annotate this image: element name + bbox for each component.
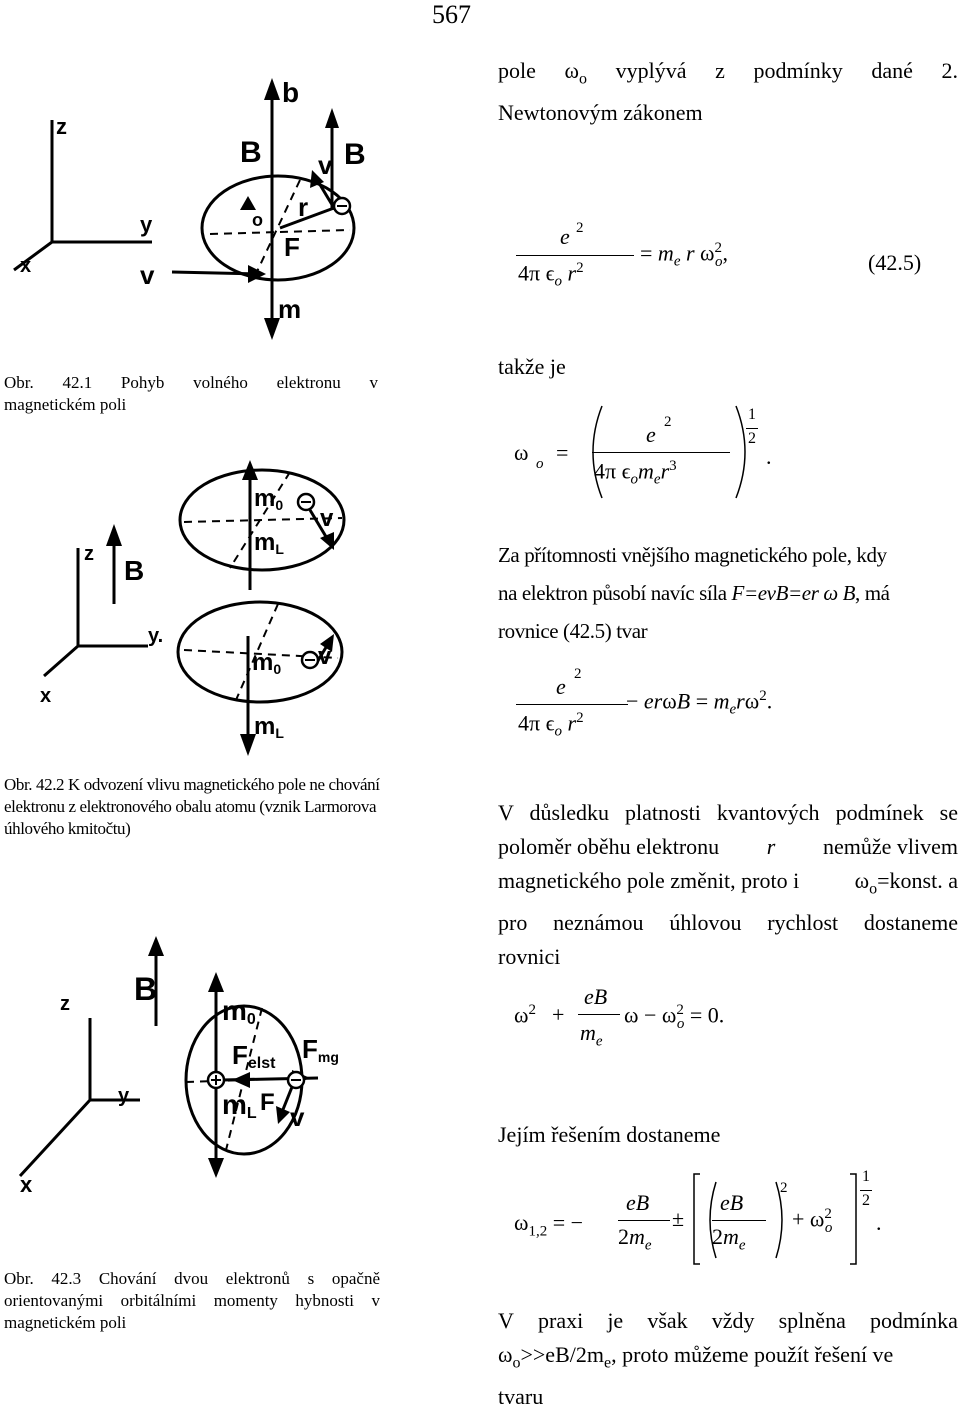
fig1-label-m: m: [278, 294, 302, 324]
paragraph-4: V praxi je však vždy splněna podmínka $\omega_o>>eB/2m_e$, proto můžeme použít řešení ve tvaru: [498, 1308, 958, 1410]
paragraph-2-line-2: na elektron působí navíc síla F=evB=er ω B, má: [498, 581, 890, 605]
equation-quadratic: $\omega^2$ + eB $m_e$ $\omega - \omega^2_o = 0$.: [514, 984, 725, 1050]
equation-solution: $\omega_{1,2}$ = − eB $2m_e$ ± eB $2m_e$ 2 + $\omega^2_o$ 1 2 .: [510, 1166, 890, 1276]
paragraph-2-line-3: rovnice (42.5) tvar: [498, 619, 648, 643]
fig2-label-m0-lower: m0: [252, 649, 282, 677]
fig3-label-Fmg: Fmg: [302, 1034, 339, 1065]
fig3-label-F: F: [260, 1089, 275, 1116]
fig1-label-v-bottom: v: [140, 260, 155, 290]
figure-42-1: [0, 60, 400, 360]
fig2-label-z: z: [84, 543, 94, 565]
text-jejim-resenim: Jejím řešením dostaneme: [498, 1122, 721, 1147]
fig1-label-y: y: [140, 212, 153, 237]
fig3-label-Felst: Felst: [232, 1040, 276, 1072]
paragraph-1-line-2: Newtonovým zákonem: [498, 100, 703, 126]
equation-42-5: e 2 4π $\epsilon_o$ $r^2$ = $m_e$ r $\omega^2_o$,: [518, 220, 729, 290]
fig3-label-x: x: [20, 1172, 33, 1197]
equation-magnetic: e 2 4π $\epsilon_o$ $r^2$ − $er\omega B = m_er\omega^2$.: [518, 666, 773, 740]
fig1-label-r: r: [298, 192, 309, 222]
paragraph-2-line-1: Za přítomnosti vnějšího magnetického pole, kdy: [498, 543, 887, 567]
figure-42-2: [0, 450, 400, 770]
fig3-label-y: y: [118, 1085, 130, 1107]
fig2-label-x: x: [40, 685, 52, 707]
caption-fig-42-1: Obr. 42.1 Pohyb volného elektronu v magnetickém poli: [4, 373, 378, 414]
fig2-label-mL-upper: mL: [254, 529, 284, 557]
fig1-label-x: x: [20, 255, 32, 277]
fig2-label-mL-lower: mL: [254, 713, 284, 741]
fig3-label-m0: m0: [222, 995, 256, 1028]
equation-number: (42.5): [868, 250, 922, 275]
paragraph-1: [498, 54, 958, 130]
fig1-label-b: b: [282, 77, 300, 108]
fig1-label-v-top: v: [318, 150, 333, 180]
paragraph-1-line-1: pole $\omega_o$ vyplývá z podmínky dané 2.: [498, 58, 958, 88]
fig2-label-y: y.: [148, 625, 164, 647]
fig1-label-F: F: [284, 232, 300, 262]
fig1-label-B-left: B: [240, 136, 262, 169]
fig2-label-m0-upper: m0: [254, 485, 284, 513]
page-number: 567: [432, 0, 471, 29]
figure-42-3: [0, 940, 400, 1240]
fig1-label-o: o: [252, 210, 263, 230]
fig3-label-v: v: [290, 1102, 305, 1132]
caption-fig-42-2: Obr. 42.2 K odvození vlivu magnetického pole ne chování elektronu z elektronového obalu atomu (vznik Larmorova úhlového kmitočtu): [4, 775, 380, 838]
fig2-label-v-upper: v: [320, 505, 334, 532]
equation-omega-o: ω o = e 2 4π $\epsilon_om_er^3$ 1 2 .: [510, 400, 810, 510]
fig2-label-v-lower: v: [318, 643, 332, 670]
caption-fig-42-3: Obr. 42.3 Chování dvou elektronů s opačně orientovanými orbitálními momenty hybnosti v magnetickém poli: [4, 1269, 380, 1332]
text-takze-je: takže je: [498, 354, 566, 379]
fig3-label-mL: mL: [222, 1089, 257, 1122]
fig3-label-B: B: [134, 971, 158, 1007]
fig3-label-z: z: [60, 993, 70, 1015]
paragraph-2: [498, 536, 958, 650]
paragraph-3: V důsledku platnosti kvantových podmínek se poloměr oběhu elektronu r nemůže vlivem magnetického pole změnit, proto i $\omega_o=konst$. a pro neznámou úhlovou rychlost dostaneme rovnici: [498, 800, 958, 970]
fig2-label-B: B: [124, 555, 145, 586]
fig1-label-B-right: B: [344, 138, 366, 171]
fig1-label-z: z: [56, 114, 67, 139]
